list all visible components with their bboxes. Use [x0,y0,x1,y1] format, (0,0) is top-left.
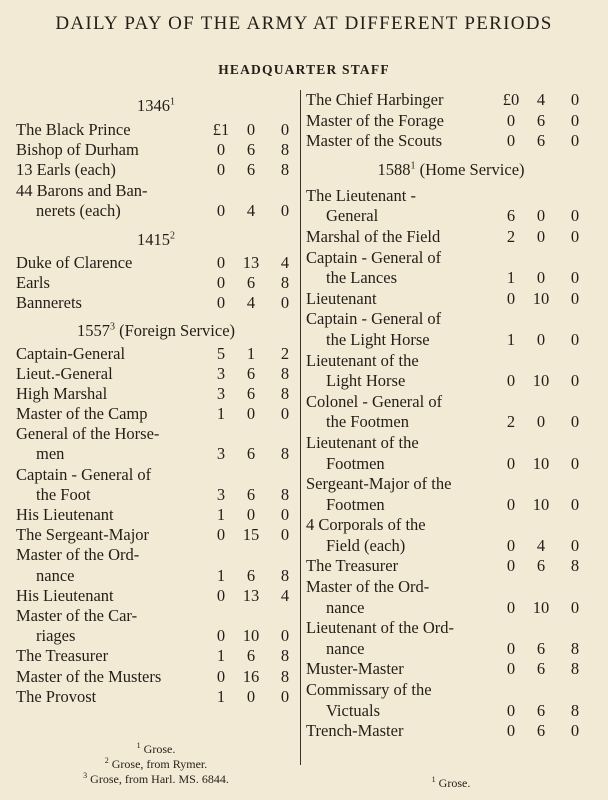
pay-pounds: 3 [216,444,226,464]
left-column [16,90,296,707]
period-heading [16,318,296,344]
pay-shillings: 13 [242,585,260,605]
row-label: Footmen [326,494,385,514]
pay-shillings: 15 [242,525,260,545]
row-label: His Lieutenant [16,585,114,605]
footnote-marker: 3 [109,321,115,332]
row-label: Colonel - General of [306,391,443,411]
pay-pence: 8 [570,556,580,576]
row-label: Master of the Camp [16,404,148,424]
pay-shillings: 6 [536,721,546,741]
pay-shillings: 0 [536,226,546,246]
table-row [306,598,596,619]
table-row [306,701,596,722]
table-row [16,465,296,485]
pay-shillings: 0 [246,120,256,139]
pay-shillings: 4 [536,535,546,555]
row-label: Lieutenant of the Ord- [306,618,454,638]
row-label: Lieutenant [306,288,377,308]
pay-shillings: 6 [246,444,256,464]
row-label: High Marshal [16,383,108,403]
row-label: Captain - General of [306,309,442,329]
period-heading [16,227,296,253]
pay-shillings: 4 [536,90,546,109]
row-label: Field (each) [326,535,406,555]
pay-shillings: 10 [532,453,550,473]
pay-pounds: 0 [216,252,226,272]
table-row [16,344,296,364]
table-row [16,485,296,505]
pay-pounds: 0 [506,371,516,391]
table-row [16,201,296,221]
row-label: The Provost [16,686,97,706]
pay-shillings: 10 [532,597,550,617]
pay-pence: 0 [280,120,290,139]
row-label: Bishop of Durham [16,140,139,160]
table-row [16,120,296,140]
pay-pounds: 0 [216,200,226,220]
footnote-marker: 1 [170,96,175,108]
row-label: Earls [16,273,50,293]
pay-pounds: 1 [216,686,226,706]
table-row [306,131,596,152]
pay-pounds: 1 [506,329,516,349]
pay-pence: 0 [570,110,580,130]
pay-pence: 2 [280,343,290,363]
pay-shillings: 6 [246,565,256,585]
table-row [16,384,296,404]
row-label: nerets (each) [36,200,121,220]
row-label: nance [326,638,365,658]
row-label: Master of the Forage [306,110,444,130]
footnote-text: Grose, from Rymer. [111,757,208,771]
pay-shillings: 6 [536,131,546,151]
pay-shillings: 6 [536,700,546,720]
pay-shillings: 4 [246,200,256,220]
row-label: His Lieutenant [16,505,114,524]
pay-shillings: 6 [246,160,256,180]
table-row [306,227,596,248]
pay-pence: 0 [570,494,580,514]
footnote-marker: 2 [170,230,175,242]
row-label: Sergeant-Major of the [306,474,452,494]
row-label: Captain - General of [306,247,442,267]
pay-shillings: 10 [242,626,260,646]
pay-pounds: 0 [506,556,516,576]
table-row [16,444,296,464]
pay-pence: 0 [280,404,290,424]
pay-pounds: 0 [506,131,516,151]
pay-pounds: 1 [216,646,226,666]
pay-pence: 0 [570,268,580,288]
pay-pence: 0 [570,226,580,246]
pay-shillings: 16 [242,666,260,686]
pay-pounds: £1 [212,120,230,139]
row-label: Duke of Clarence [16,252,133,272]
period-year: 1346 [137,96,170,115]
table-row [306,351,596,372]
table-row [16,181,296,201]
row-label: Master of the Scouts [306,131,443,151]
pay-pence: 8 [280,666,290,686]
row-label: 13 Earls (each) [16,160,116,180]
pay-pounds: 0 [506,721,516,741]
table-row [306,515,596,536]
table-row [16,160,296,180]
pay-pounds: 0 [506,638,516,658]
row-label: Master of the Car- [16,605,138,625]
row-label: Master of the Ord- [16,545,140,565]
pay-pence: 0 [570,329,580,349]
pay-shillings: 6 [246,363,256,383]
pay-pence: 0 [280,626,290,646]
pay-shillings: 0 [536,412,546,432]
row-label: General [326,206,379,226]
table-row [16,687,296,707]
table-row [306,474,596,495]
pay-pounds: 3 [216,484,226,504]
pay-shillings: 0 [536,329,546,349]
table-row [306,371,596,392]
row-label: the Footmen [326,412,409,432]
row-label: The Sergeant-Major [16,525,150,545]
pay-pence: 0 [570,721,580,741]
pay-pence: 0 [570,597,580,617]
pay-pounds: 0 [506,659,516,679]
period-year: 1588 [377,159,411,179]
pay-pence: 0 [570,131,580,151]
pay-shillings: 6 [536,110,546,130]
row-label: men [36,444,65,464]
table-row [306,618,596,639]
table-row [306,536,596,557]
pay-shillings: 6 [246,383,256,403]
pay-pounds: 1 [216,505,226,524]
row-label: Trench-Master [306,721,404,741]
row-label: Lieutenant of the [306,350,419,370]
pay-pence: 0 [570,412,580,432]
pay-shillings: 10 [532,288,550,308]
pay-shillings: 6 [246,646,256,666]
period-year: 1557 [76,320,110,340]
table-row [16,364,296,384]
pay-pounds: 3 [216,383,226,403]
table-row [306,186,596,207]
pay-pence: 8 [280,484,290,504]
pay-pounds: 2 [506,412,516,432]
footnote-text: Grose. [143,742,176,756]
row-label: Commissary of the [306,680,432,700]
table-row [16,253,296,273]
right-column [306,90,596,742]
table-row [16,140,296,160]
table-row [16,646,296,666]
table-row [306,577,596,598]
pay-pounds: 0 [506,110,516,130]
table-row [306,392,596,413]
row-label: Captain-General [16,343,126,363]
pay-shillings: 10 [532,494,550,514]
row-label: Captain - General of [16,464,152,484]
row-label: Muster-Master [306,659,404,679]
table-row [306,433,596,454]
pay-pence: 0 [280,505,290,524]
pay-pence: 8 [280,273,290,293]
table-row [16,525,296,545]
row-label: The Treasurer [306,556,399,576]
pay-shillings: 6 [536,659,546,679]
pay-pounds: 1 [216,565,226,585]
row-label: the Light Horse [326,329,430,349]
pay-pence: 4 [280,585,290,605]
period-heading [16,92,296,120]
pay-pounds: 0 [506,597,516,617]
row-label: the Foot [36,484,91,504]
pay-shillings: 0 [246,505,256,524]
pay-pence: 8 [280,383,290,403]
pay-shillings: 6 [246,484,256,504]
table-row [16,566,296,586]
row-label: 4 Corporals of the [306,515,426,535]
footnotes-left [16,742,296,787]
pay-pounds: 0 [216,273,226,293]
footnote [306,776,596,791]
footnote-number: 3 [83,771,88,780]
table-row [306,330,596,351]
pay-pence: 8 [280,363,290,383]
footnote-number: 1 [136,741,141,750]
table-row [306,206,596,227]
pay-pounds: 6 [506,206,516,226]
row-label: nance [326,597,365,617]
table-row [16,293,296,313]
pay-pounds: 3 [216,363,226,383]
table-row [306,454,596,475]
pay-pence: 8 [280,160,290,180]
pay-shillings: 6 [246,273,256,293]
pay-pounds: 0 [216,160,226,180]
column-divider [300,90,301,765]
pay-shillings: 6 [536,638,546,658]
pay-pounds: 0 [506,288,516,308]
pay-pounds: 0 [506,535,516,555]
pay-shillings: 0 [246,404,256,424]
footnotes-right [306,776,596,791]
pay-shillings: 0 [246,686,256,706]
row-label: Lieutenant of the [306,432,419,452]
pay-pence: 8 [280,646,290,666]
pay-pounds: 0 [216,585,226,605]
pay-pounds: 1 [216,404,226,424]
row-label: Lieut.-General [16,363,113,383]
row-label: riages [36,626,76,646]
pay-pounds: 0 [216,293,226,313]
footnote-text: Grose. [438,776,471,790]
table-row [306,659,596,680]
table-row [306,412,596,433]
row-label: The Lieutenant - [306,185,416,205]
pay-pounds: 0 [216,626,226,646]
row-label: nance [36,565,75,585]
table-row [306,248,596,269]
table-row [306,639,596,660]
row-label: The Chief Harbinger [306,90,444,109]
row-label: Bannerets [16,293,82,313]
pay-pounds: 2 [506,226,516,246]
pay-pounds: £0 [502,90,520,109]
table-row [16,606,296,626]
row-label: Master of the Musters [16,666,162,686]
pay-pence: 8 [570,700,580,720]
table-row [306,721,596,742]
period-note: (Home Service) [415,159,525,179]
row-label: Light Horse [326,371,406,391]
section-subtitle: HEADQUARTER STAFF [218,62,390,77]
pay-pence: 0 [570,453,580,473]
table-row [16,626,296,646]
footnote [16,772,296,787]
row-label: 44 Barons and Ban- [16,180,148,200]
period-note: (Foreign Service) [114,320,236,340]
table-row [306,495,596,516]
pay-pounds: 1 [506,268,516,288]
pay-pence: 8 [570,638,580,658]
pay-pence: 4 [280,252,290,272]
footnote [16,757,296,772]
pay-pounds: 0 [506,494,516,514]
table-row [306,268,596,289]
row-label: Footmen [326,453,385,473]
footnote-number: 2 [104,756,109,765]
pay-pounds: 0 [216,666,226,686]
row-label: Marshal of the Field [306,226,441,246]
table-row [16,273,296,293]
row-label: The Treasurer [16,646,109,666]
pay-pence: 0 [280,200,290,220]
pay-pence: 0 [570,535,580,555]
table-row [16,404,296,424]
pay-pence: 8 [280,444,290,464]
table-row [306,90,596,111]
row-label: The Black Prince [16,120,131,139]
table-row [16,424,296,444]
table-row [16,545,296,565]
row-label: the Lances [326,268,398,288]
pay-shillings: 4 [246,293,256,313]
pay-pounds: 0 [506,700,516,720]
table-row [306,309,596,330]
period-heading [306,156,596,184]
footnote-number: 1 [431,775,436,784]
pay-pounds: 5 [216,343,226,363]
pay-pence: 0 [570,90,580,109]
period-year: 1415 [137,229,170,249]
table-row [16,586,296,606]
pay-pence: 0 [570,206,580,226]
pay-pence: 0 [570,288,580,308]
footnote-marker: 1 [410,160,416,172]
pay-pounds: 0 [506,453,516,473]
pay-pence: 0 [280,525,290,545]
pay-shillings: 0 [536,206,546,226]
table-row [306,289,596,310]
row-label: Victuals [326,700,380,720]
table-row [16,505,296,525]
pay-pence: 8 [280,140,290,160]
table-row [16,667,296,687]
row-label: Master of the Ord- [306,577,430,597]
pay-pence: 8 [570,659,580,679]
table-row [306,111,596,132]
pay-pounds: 0 [216,140,226,160]
pay-shillings: 1 [246,343,256,363]
pay-pence: 8 [280,565,290,585]
row-label: General of the Horse- [16,424,160,444]
pay-pence: 0 [570,371,580,391]
pay-shillings: 13 [242,252,260,272]
pay-shillings: 6 [536,556,546,576]
pay-pence: 0 [280,293,290,313]
pay-shillings: 6 [246,140,256,160]
pay-shillings: 0 [536,268,546,288]
pay-pence: 0 [280,686,290,706]
page-title: DAILY PAY OF THE ARMY AT DIFFERENT PERIODS [55,13,553,34]
footnote-text: Grose, from Harl. MS. 6844. [90,772,229,786]
pay-shillings: 10 [532,371,550,391]
pay-pounds: 0 [216,525,226,545]
table-row [306,680,596,701]
footnote [16,742,296,757]
table-row [306,556,596,577]
